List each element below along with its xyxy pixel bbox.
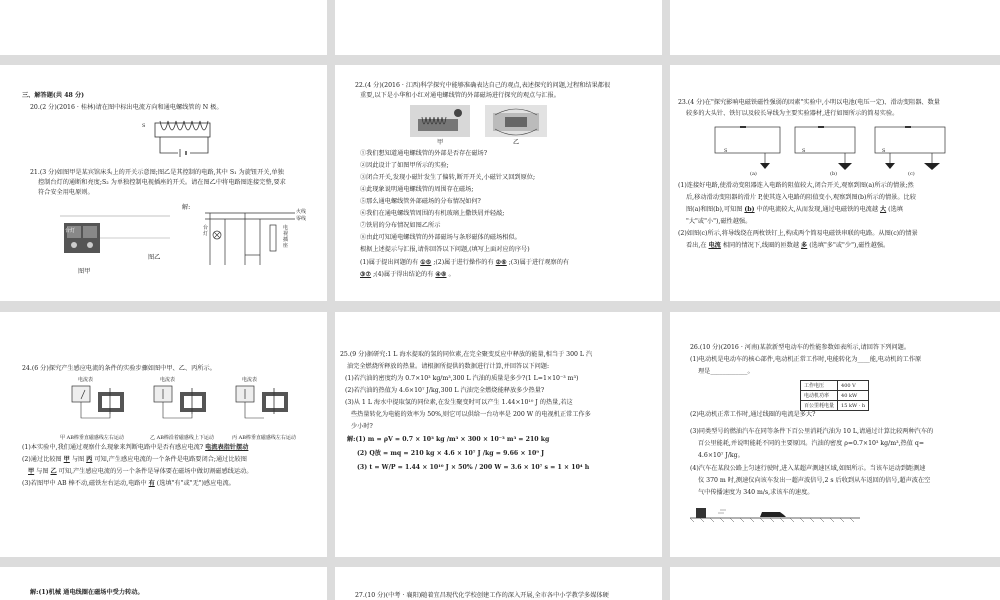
- answer-24-1-prefix: (1)本实验中,我们通过观察什么现象来判断电路中是否有感应电流?: [22, 444, 204, 451]
- fig-b-label: (b): [830, 171, 838, 177]
- question-22-line2: 重要,以下是小华和小红对通电螺线管的外部磁场进行探究的观点与汇报。: [360, 92, 560, 99]
- question-25-line7: 少小时?: [351, 423, 373, 430]
- answer-end: 。: [448, 271, 455, 278]
- answer-24-2-mid: 与图: [71, 456, 85, 463]
- answer-26-solution: 解:(1)机械 通电线圈在磁场中受力转动。: [30, 589, 144, 596]
- answer-line-1: [360, 258, 569, 268]
- answer-1-prefix: (1)属于提出问题的有: [360, 259, 419, 266]
- answer-23-2-current: 电流: [708, 242, 721, 249]
- answer-26-2: (2)电动机正常工作时,通过线圈的电流是多大?: [690, 411, 816, 418]
- answer-24-1-value: 电流表指针摆动: [205, 444, 249, 451]
- answer-2-prefix: ;(2)属于进行操作的有: [433, 259, 494, 266]
- induction-figure-jia: [70, 384, 130, 424]
- answer-23-2-end: (选填"多"或"少"),磁性越强。: [809, 242, 890, 249]
- question-23-line2: 较多的大头针、铁钉以及较长导线为主要实验器材,进行如图所示的简易实验。: [686, 110, 899, 117]
- huoxian-label: 火线: [296, 209, 307, 215]
- fig-c-label: (c): [908, 171, 915, 177]
- figure-yi-caption: 图乙: [148, 254, 161, 261]
- answer-23-mid: 中的电流较大,从而发现,通过电磁铁的电流越: [756, 206, 879, 213]
- question-22-line1: 22.(4 分)(2016 · 江西)科学探究中能够准确表达自己的观点,表述探究的问题,过程和结果都很: [355, 82, 611, 89]
- switch-s-c: S: [882, 148, 886, 154]
- photo-yi-caption: 乙: [513, 139, 520, 146]
- table-cell: 15 kW · h: [838, 401, 869, 411]
- meter-label-bing: 电流表: [242, 377, 258, 383]
- page-8: [335, 312, 662, 557]
- question-27: 27.(10 分)(中考 · 襄阳)随着宜昌现代化学校创建工作的深入开展,全市各中小学教学多媒体硬: [355, 592, 609, 599]
- question-26: 26.(10 分)(2016 · 河南)某款新型电动车的性能参数如表所示,请回答下列问题。: [690, 344, 911, 351]
- item-6: ⑥我们在通电螺线管周围的有机玻璃上撒铁屑并轻敲;: [360, 210, 505, 217]
- answer-23-1-line4: "大"或"小"),磁性越强。: [686, 218, 752, 225]
- question-25-line3: (1)若汽油的密度约为 0.7×10³ kg/m³,300 L 汽油的质量是多少?(1 L=1×10⁻³ m³): [345, 375, 579, 382]
- answer-24-2-b: 丙: [86, 456, 93, 463]
- induction-figure-yi: [152, 384, 212, 424]
- page-1-partial: [0, 0, 327, 55]
- lingxian-label: 零线: [296, 216, 307, 222]
- answer-23-2-more: 多: [801, 242, 808, 249]
- solenoid-figure: [130, 115, 230, 160]
- answer-3-value: ③⑦: [360, 271, 372, 278]
- photo-jia-caption: 甲: [437, 139, 444, 146]
- answer-26-3-line1: (3)同类型号的燃油汽车在同等条件下百公里消耗汽油为 10 L,请通过计算比较两种汽车的: [690, 428, 934, 435]
- item-2: ②因此设计了如图甲所示的实验;: [360, 162, 449, 169]
- page-7: [0, 312, 327, 557]
- table-cell: 工作电压: [801, 381, 838, 391]
- answer-23-da: 大: [880, 206, 887, 213]
- table-cell: 百公里耗电量: [801, 401, 838, 411]
- answer-24-3-prefix: (3)若图甲中 AB 棒不动,磁铁左右运动,电路中: [22, 480, 147, 487]
- answer-24-3-value: 有: [148, 480, 155, 487]
- answer-line-2: [360, 270, 455, 280]
- experiment-photo-yi: [485, 105, 547, 137]
- answer-26-1-line1: (1)电动机是电动车的核心部件,电动机正常工作时,电能转化为____能,电动机的工作原: [690, 356, 922, 363]
- question-25-line5: (3)从 1 L 海水中提取氢的同位素,在发生聚变时可以产生 1.44×10¹⁰ J 的热量,若这: [345, 399, 573, 406]
- page-4: [0, 65, 327, 301]
- item-5: ⑤那么通电螺线管外部磁场的分布情况如何?: [360, 198, 481, 205]
- page-12-partial: [670, 567, 1000, 600]
- answer-3-prefix: ;(3)属于进行观察的有: [508, 259, 570, 266]
- figure-jia-caption: 图甲: [78, 268, 91, 275]
- answer-24-2-prefix: (2)通过比较图: [22, 456, 62, 463]
- answer-23-end: (选填: [888, 206, 903, 213]
- question-20: 20.(2 分)(2016 · 桂林)请在图中标出电流方向和通电螺线管的 N 极。: [30, 104, 223, 111]
- item-1: ①我们想知道通电螺线管的外部是否存在磁场?: [360, 150, 488, 157]
- page-11-partial: [335, 567, 662, 600]
- solution-25-1: 解:(1) m = ρV = 0.7 × 10³ kg /m³ × 300 × 10⁻³ m³ = 210 kg: [347, 436, 550, 443]
- question-21-line2: 控制台灯的通断和亮度;S₂ 为单独控制电视插座的开关。请在图乙中将电路图连接完整,要求: [38, 179, 286, 186]
- taideng-label: 台灯: [65, 228, 76, 234]
- spec-table: [800, 380, 869, 411]
- taideng-yi-label: 台灯: [203, 225, 209, 237]
- answer-23-1-line2: 后,移动滑动变阻器的滑片 P,使其连入电路的阻值变小,观察到图(b)所示的情景。比较: [686, 194, 916, 201]
- bedside-switch-figure: [60, 213, 170, 258]
- electromagnet-figure: [710, 123, 950, 171]
- table-cell: 电动机功率: [801, 391, 838, 401]
- question-24: 24.(6 分)探究产生感应电流的条件的实验步骤如图中甲、乙、丙所示。: [22, 365, 216, 372]
- answer-23-2-line1: (2)如图(c)所示,将导线绕在两枚铁钉上,构成两个简易电磁铁串联的电路。从图(c)的情景: [678, 230, 918, 237]
- question-21-line1: 21.(3 分)如图甲是某宾馆床头上的开关示意图;图乙是其控制的电路,其中 S₁ 为旋钮开关,单独: [30, 169, 284, 176]
- page-6: [670, 65, 1000, 301]
- meter-label-yi: 电流表: [160, 377, 176, 383]
- page-2-partial: [335, 0, 662, 55]
- answer-26-3-line2: 百公里能耗,并说明能耗不同的主要原因。汽油的密度 ρ=0.7×10³ kg/m³,热值 q=: [698, 440, 925, 447]
- question-25-line4: (2)若汽油的热值为 4.6×10⁷ J/kg,300 L 汽油完全燃烧能释放多少热量?: [345, 387, 545, 394]
- answer-23-1-line1: (1)连接好电路,使滑动变阻器连入电路的阻值较大,闭合开关,观察到图(a)所示的情景;然: [678, 182, 914, 189]
- speed-radar-figure: [690, 504, 860, 524]
- answer-24-2-post: 可知,产生感应电流的一个条件是电路要闭合;通过比较图: [94, 456, 247, 463]
- solenoid-s-label: S: [142, 123, 146, 129]
- solution-label: 解:: [182, 204, 191, 211]
- solution-25-2: (2) Q放 = mq = 210 kg × 4.6 × 10⁷ J /kg = 9.66 × 10⁹ J: [357, 450, 545, 457]
- answer-24-3-post: (选填"有"或"无")感应电流。: [156, 480, 235, 487]
- table-cell: 400 V: [838, 381, 869, 391]
- answer-2-value: ②⑥: [495, 259, 507, 266]
- item-instruction: 根据上述提示与汇报,请你回答以下问题,(填写上面对应的序号): [360, 246, 530, 253]
- item-7: ⑦铁屑的分布情况如图乙所示: [360, 222, 441, 229]
- item-4: ④此现象说明通电螺线管的周围存在磁场;: [360, 186, 474, 193]
- answer-24-2-line2: [28, 467, 252, 477]
- answer-26-3-line3: 4.6×10⁷ J/kg。: [698, 452, 744, 459]
- answer-24-2-mid2: 与图: [36, 468, 49, 475]
- switch-s-a: S: [724, 148, 728, 154]
- table-cell: 40 kW: [838, 391, 869, 401]
- page-5: [335, 65, 662, 301]
- answer-4-value: ④⑧: [435, 271, 447, 278]
- answer-24-1: [22, 443, 248, 453]
- caption-yi: 乙 AB棒沿着磁感线上下运动: [150, 435, 214, 441]
- answer-23-2-line2: [686, 241, 889, 251]
- question-25-line1: 25.(9 分)据研究:1 L 海水提取的氢的同位素,在完全聚变反应中释放的能量,相当于 300 L 汽: [340, 351, 593, 358]
- question-23-line1: 23.(4 分)在"探究影响电磁铁磁性强弱的因素"实验中,小明以电池(电压一定)、滑动变阻器、数量: [678, 99, 940, 106]
- answer-4-prefix: ;(4)属于得出结论的有: [373, 271, 434, 278]
- answer-23-1-line3: [686, 205, 903, 215]
- solution-25-3: (3) t = W/P = 1.44 × 10¹⁰ J × 50% / 200 W = 3.6 × 10⁷ s = 1 × 10⁴ h: [357, 464, 590, 471]
- page-3-partial: [670, 0, 1000, 55]
- table-row: [801, 381, 869, 391]
- caption-jia: 甲 AB棒垂直磁感线左右运动: [60, 435, 124, 441]
- switch-s-b: S: [802, 148, 806, 154]
- answer-26-4-line2: 仪 370 m 时,测速仪向该车发出一超声波信号,2 s 后收到从车返回的信号,超声波在空: [698, 477, 931, 484]
- answer-24-2-d: 乙: [50, 468, 57, 475]
- meter-label-jia: 电流表: [78, 377, 94, 383]
- induction-figure-bing: [234, 384, 294, 424]
- page-10-partial: [0, 567, 327, 600]
- answer-23-fig: (b): [744, 206, 755, 213]
- answer-24-2-c: 甲: [28, 468, 35, 475]
- answer-24-2-line1: [22, 455, 247, 465]
- question-25-line6: 些热量转化为电能的效率为 50%,则它可以供给一台功率是 200 W 的电视机正常工作多: [351, 411, 591, 418]
- answer-1-value: ①⑤: [420, 259, 432, 266]
- item-8: ⑧由此可知通电螺线管的外部磁场与条形磁体的磁场相似。: [360, 234, 521, 241]
- answer-26-1-line2: 理是____________。: [698, 368, 754, 375]
- answer-23-2-prefix: 看出,在: [686, 242, 707, 249]
- answer-23-2-mid: 相同的情况下,线圈的匝数越: [722, 242, 800, 249]
- dianshi-label: 电视插座: [283, 225, 289, 249]
- answer-26-4-line3: 气中传播速度为 340 m/s,求该车的速度。: [698, 489, 814, 496]
- answer-23-prefix: 图(a)和图(b),可知图: [686, 206, 743, 213]
- page-9: [670, 312, 1000, 557]
- answer-24-3: [22, 479, 235, 489]
- experiment-photo-jia: [410, 105, 470, 137]
- answer-24-2-post2: 可知,产生感应电流的另一个条件是导体要在磁场中做切割磁感线运动。: [58, 468, 253, 475]
- section-heading: 三、解答题(共 48 分): [22, 92, 85, 99]
- caption-bing: 丙 AB棒垂直磁感线左右运动: [232, 435, 296, 441]
- question-21-line3: 符合安全用电原则。: [38, 189, 94, 196]
- table-row: [801, 401, 869, 411]
- table-row: [801, 391, 869, 401]
- answer-26-4-line1: (4)汽车在某段公路上匀速行驶时,进入某超声测速区域,如图所示。当该车运动到距测速: [690, 465, 926, 472]
- answer-24-2-a: 甲: [63, 456, 70, 463]
- item-3: ③闭合开关,发现小磁针发生了偏转,断开开关,小磁针又回到原位;: [360, 174, 536, 181]
- question-25-line2: 油完全燃烧所释放的热量。请根据所提供的数据进行计算,并回答以下问题:: [347, 363, 550, 370]
- fig-a-label: (a): [750, 171, 757, 177]
